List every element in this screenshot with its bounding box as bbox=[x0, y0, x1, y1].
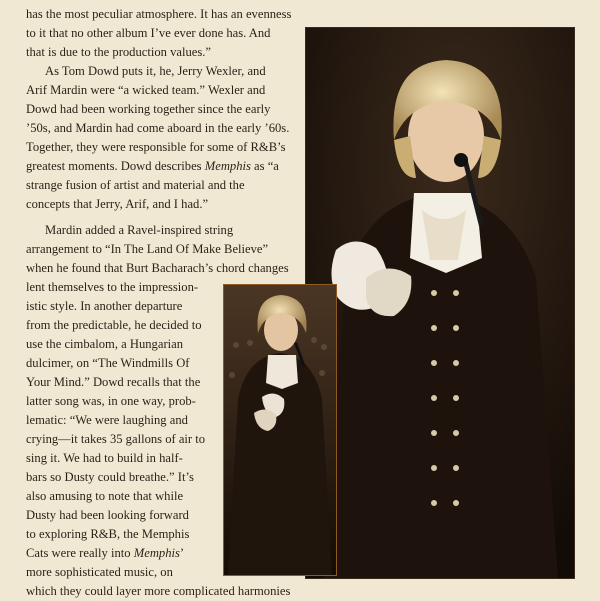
text-line bbox=[26, 544, 184, 563]
text-line: Your Mind.” Dowd recalls that the bbox=[26, 375, 201, 389]
album-title: Memphis bbox=[204, 159, 251, 173]
text-line: to exploring R&B, the Memphis bbox=[26, 527, 190, 541]
text-line: latter song was, in one way, prob- bbox=[26, 394, 196, 408]
text-segment: greatest moments. Dowd describes bbox=[26, 159, 202, 173]
text-line: arrangement to “In The Land Of Make Believe” bbox=[26, 242, 269, 256]
text-line: to it that no other album I’ve ever done has. And bbox=[26, 26, 271, 40]
text-line: Dusty had been looking forward bbox=[26, 508, 189, 522]
text-line: sing it. We had to build in half- bbox=[26, 451, 183, 465]
text-segment: Cats were really into bbox=[26, 546, 131, 560]
text-segment: as “a bbox=[250, 159, 279, 173]
text-line: lematic: “We were laughing and bbox=[26, 413, 188, 427]
text-line: also amusing to note that while bbox=[26, 489, 184, 503]
small-performance-photo bbox=[223, 284, 337, 576]
text-line: Dowd had been working together since the early bbox=[26, 102, 271, 116]
text-line: ’50s, and Mardin had come aboard in the early ’60s. bbox=[26, 121, 290, 135]
text-line: Together, they were responsible for some of R&B’s bbox=[26, 140, 286, 154]
large-performance-photo bbox=[306, 28, 574, 578]
text-line: Mardin added a Ravel-inspired string bbox=[45, 223, 234, 237]
text-line: Arif Mardin were “a wicked team.” Wexler and bbox=[26, 83, 266, 97]
text-line: crying—it takes 35 gallons of air to bbox=[26, 432, 206, 446]
text-line bbox=[26, 157, 279, 176]
text-line: bars so Dusty could breathe.” It’s bbox=[26, 470, 194, 484]
text-line: that is due to the production values.” bbox=[26, 45, 212, 59]
text-line: from the predictable, he decided to bbox=[26, 318, 202, 332]
text-line: lent themselves to the impression- bbox=[26, 280, 199, 294]
text-line: dulcimer, on “The Windmills Of bbox=[26, 356, 190, 370]
text-line: istic style. In another departure bbox=[26, 299, 183, 313]
album-title: Memphis bbox=[133, 546, 180, 560]
text-line: strange fusion of artist and material and the bbox=[26, 178, 245, 192]
text-line: more sophisticated music, on bbox=[26, 565, 173, 579]
text-line: As Tom Dowd puts it, he, Jerry Wexler, and bbox=[45, 64, 266, 78]
large-photo-image bbox=[306, 28, 574, 578]
text-line: which they could layer more complicated harmonies bbox=[26, 584, 291, 598]
small-photo-image bbox=[224, 285, 336, 575]
text-line: when he found that Burt Bacharach’s chord changes bbox=[26, 261, 289, 275]
text-line: has the most peculiar atmosphere. It has an evenness bbox=[26, 7, 292, 21]
text-line: use the cimbalom, a Hungarian bbox=[26, 337, 184, 351]
text-line: concepts that Jerry, Arif, and I had.” bbox=[26, 197, 209, 211]
text-segment: ’ bbox=[179, 546, 185, 560]
